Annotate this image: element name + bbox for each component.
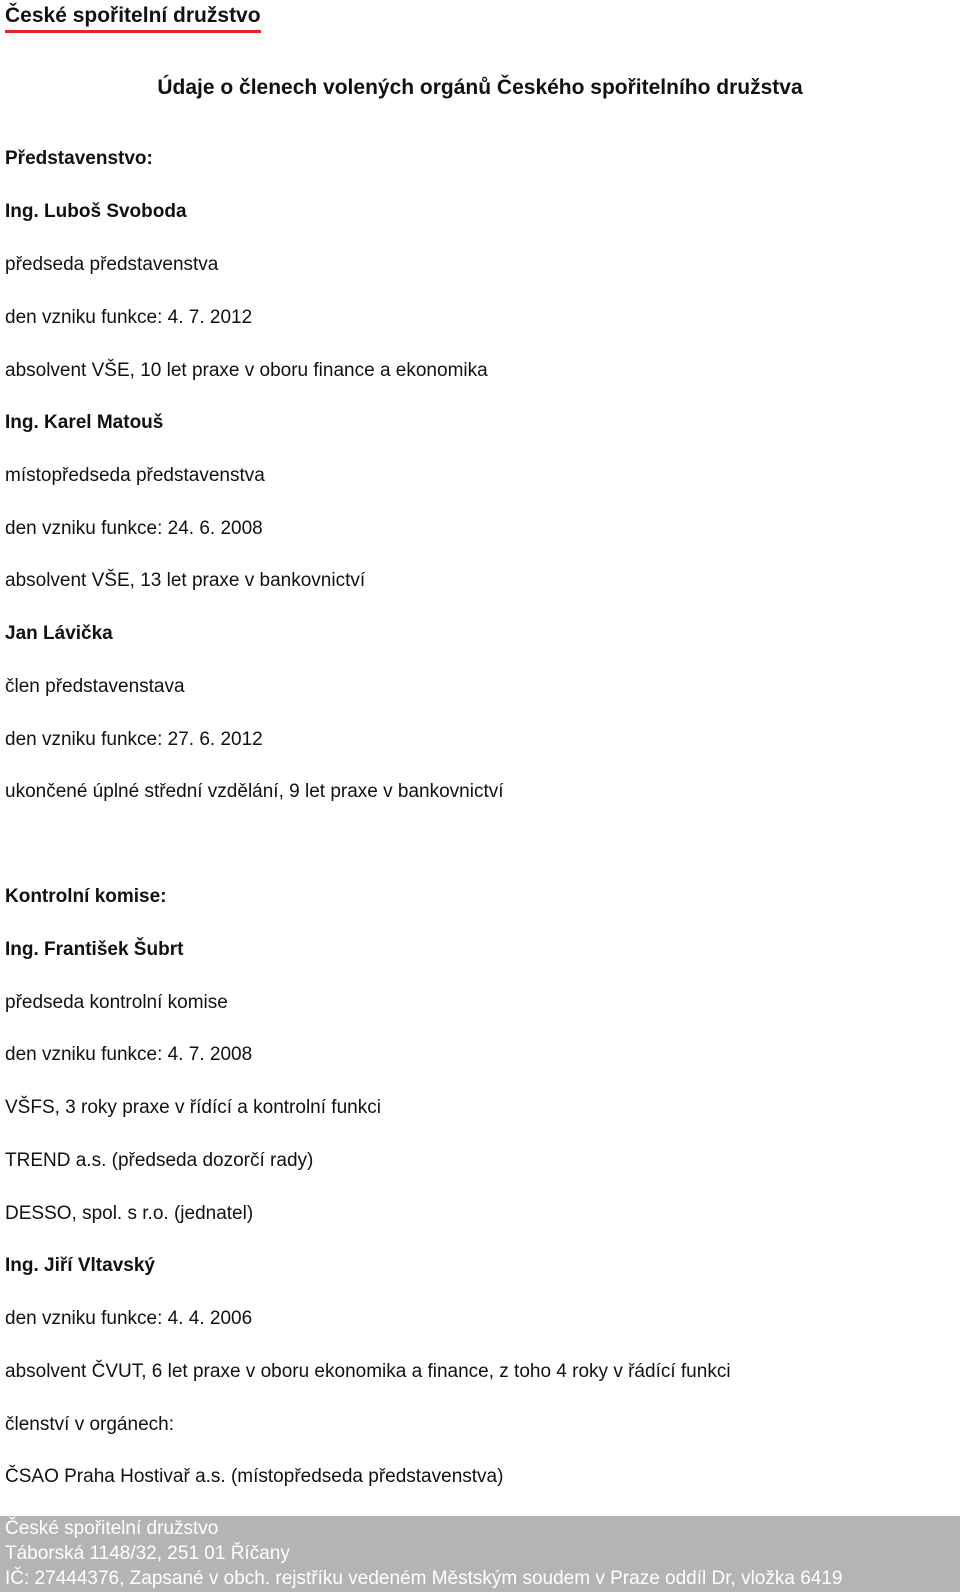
- supervisory-member-1-name: Ing. František Šubrt: [5, 939, 184, 960]
- board-member-2-name: Ing. Karel Matouš: [5, 412, 164, 433]
- supervisory-member-2-since: den vzniku funkce: 4. 4. 2006: [5, 1308, 253, 1329]
- supervisory-member-2-memberships-label: členství v orgánech:: [5, 1414, 174, 1435]
- supervisory-member-2-background: absolvent ČVUT, 6 let praxe v oboru ekonomika a finance, z toho 4 roky v řádící funkci: [5, 1361, 731, 1382]
- board-member-1-name: Ing. Luboš Svoboda: [5, 201, 187, 222]
- board-member-1-since: den vzniku funkce: 4. 7. 2012: [5, 307, 253, 328]
- footer-registration: IČ: 27444376, Zapsané v obch. rejstříku vedeném Městským soudem v Praze oddíl Dr, vložka 6419: [5, 1568, 843, 1589]
- footer-org-name: České spořitelní družstvo: [5, 1518, 219, 1539]
- supervisory-heading: Kontrolní komise:: [5, 886, 167, 907]
- board-member-3-name: Jan Lávička: [5, 623, 113, 644]
- supervisory-member-1-extra-1: TREND a.s. (předseda dozorčí rady): [5, 1150, 314, 1171]
- board-member-2-since: den vzniku funkce: 24. 6. 2008: [5, 518, 263, 539]
- supervisory-member-2-name: Ing. Jiří Vltavský: [5, 1255, 155, 1276]
- board-member-1-background: absolvent VŠE, 10 let praxe v oboru finance a ekonomika: [5, 360, 488, 381]
- board-heading: Představenstvo:: [5, 148, 153, 169]
- board-member-3-role: člen představenstava: [5, 676, 185, 697]
- footer-address: Táborská 1148/32, 251 01 Říčany: [5, 1543, 290, 1564]
- supervisory-member-1-since: den vzniku funkce: 4. 7. 2008: [5, 1044, 253, 1065]
- board-member-2-role: místopředseda představenstva: [5, 465, 265, 486]
- supervisory-member-1-role: předseda kontrolní komise: [5, 992, 228, 1013]
- supervisory-member-1-background: VŠFS, 3 roky praxe v řídící a kontrolní funkci: [5, 1097, 381, 1118]
- header-org-name: České spořitelní družstvo: [5, 2, 261, 33]
- document-title: Údaje o členech volených orgánů Českého spořitelního družstva: [157, 76, 803, 99]
- board-member-2-background: absolvent VŠE, 13 let praxe v bankovnictví: [5, 570, 366, 591]
- supervisory-member-2-membership-1: ČSAO Praha Hostivař a.s. (místopředseda představenstva): [5, 1466, 504, 1487]
- board-member-1-role: předseda představenstva: [5, 254, 219, 275]
- footer: [0, 1516, 960, 1592]
- board-member-3-background: ukončené úplné střední vzdělání, 9 let praxe v bankovnictví: [5, 781, 504, 802]
- board-member-3-since: den vzniku funkce: 27. 6. 2012: [5, 729, 263, 750]
- supervisory-member-1-extra-2: DESSO, spol. s r.o. (jednatel): [5, 1203, 254, 1224]
